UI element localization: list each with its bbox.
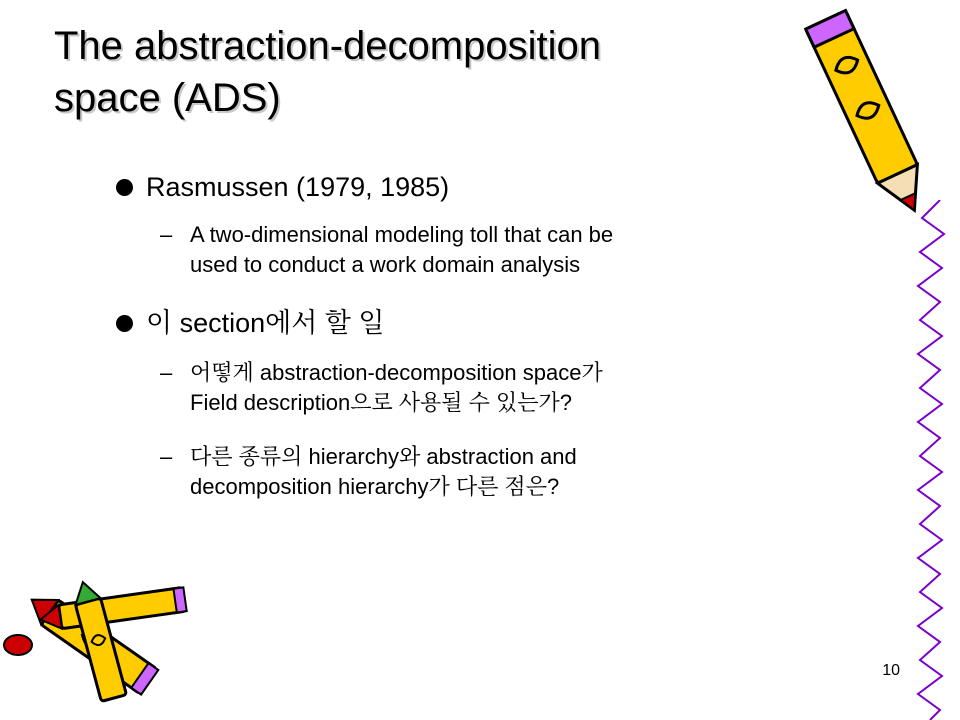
sub-bullet-line: decomposition hierarchy가 다른 점은?	[190, 474, 560, 499]
dash-marker: –	[160, 444, 173, 469]
pencils-icon	[0, 570, 200, 720]
bullet-dot-icon	[116, 315, 133, 332]
bullet-text: Rasmussen (1979, 1985)	[146, 172, 450, 202]
sub-bullet-line: A two-dimensional modeling toll that can be	[190, 222, 614, 247]
sub-bullet-line: Field description으로 사용될 수 있는가?	[190, 390, 573, 415]
sub-bullet-text	[190, 220, 810, 280]
sub-bullet-line: 다른 종류의 hierarchy와 abstraction and	[190, 444, 577, 469]
page-number: 10	[882, 662, 900, 679]
wavy-border-decoration	[900, 200, 960, 720]
bullet-dot-icon	[116, 179, 133, 196]
sub-bullet-text	[190, 442, 810, 502]
dash-marker: –	[160, 360, 173, 385]
title-line-1: The abstraction-decomposition	[54, 24, 601, 68]
sub-bullet-line: used to conduct a work domain analysis	[190, 252, 581, 277]
bullet-text: 이 section에서 할 일	[146, 308, 385, 338]
dash-marker: –	[160, 222, 173, 247]
pencil-icon	[800, 0, 940, 230]
sub-bullet-line: 어떻게 abstraction-decomposition space가	[190, 360, 603, 385]
slide-title	[54, 20, 754, 124]
sub-bullet-text	[190, 358, 810, 418]
title-line-2: space (ADS)	[54, 76, 281, 120]
